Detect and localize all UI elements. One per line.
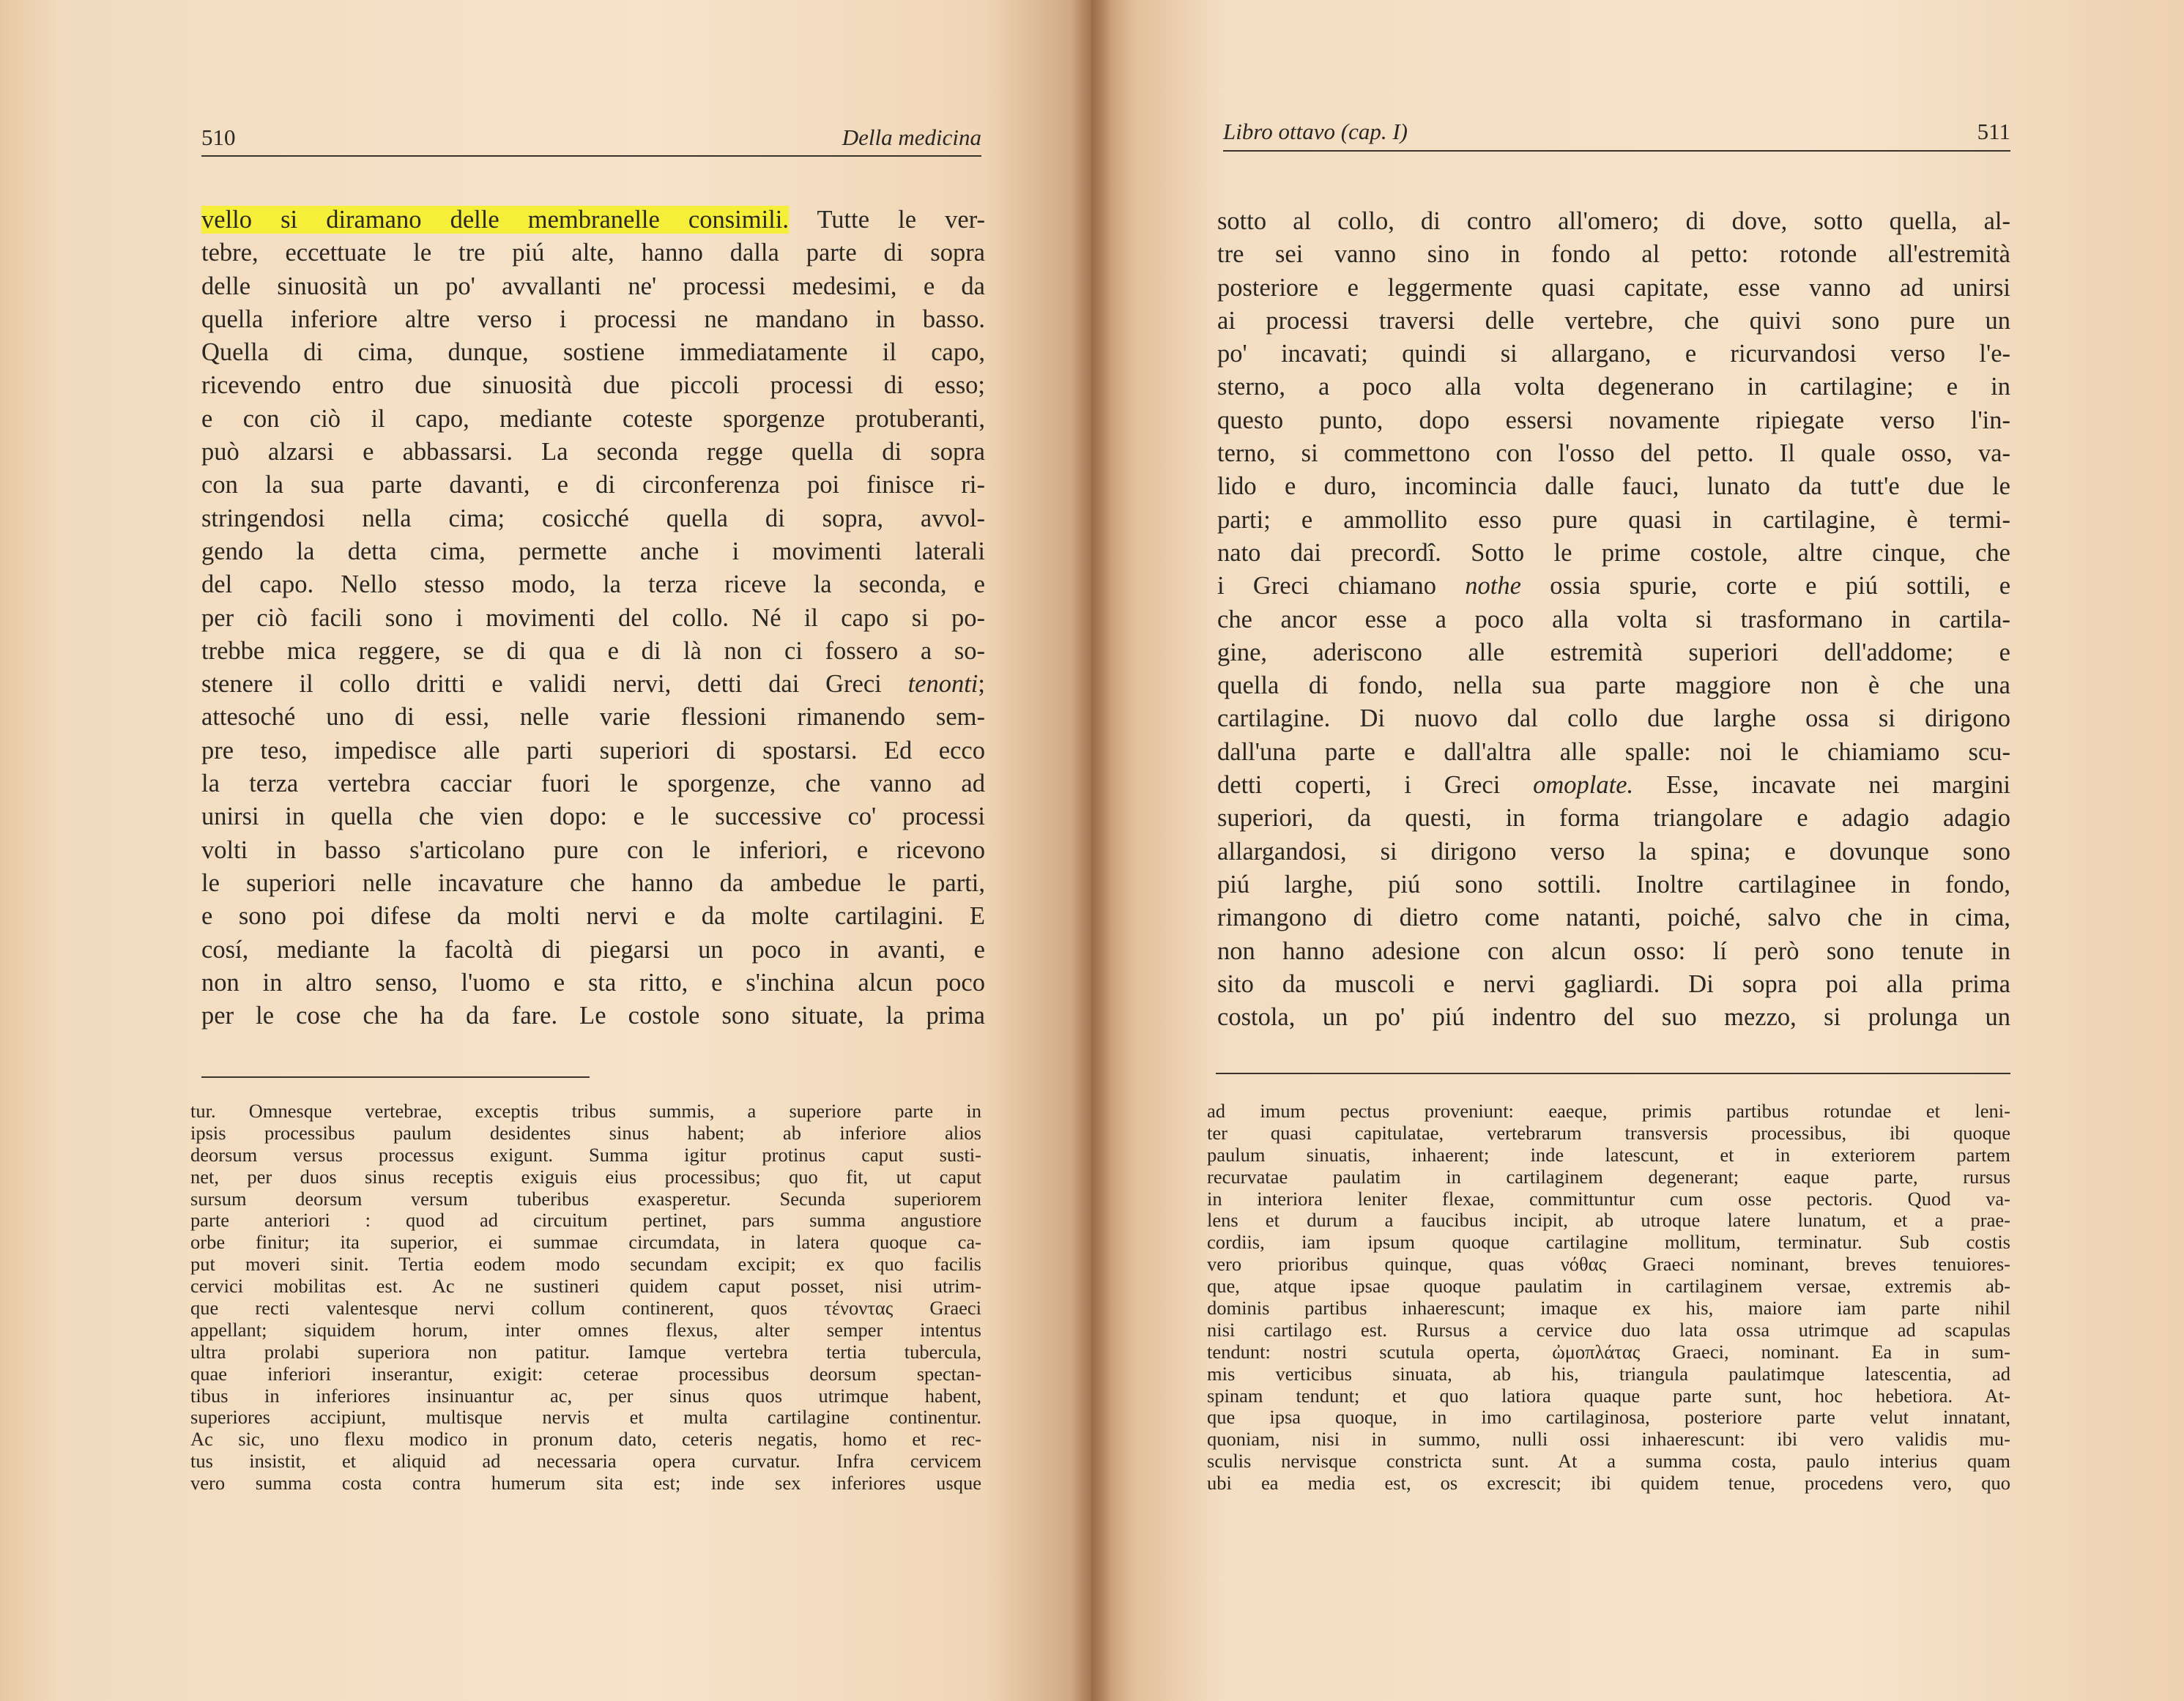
text-line: ultra prolabi superiora non patitur. Iamque vertebra tertia tubercula, [190,1340,981,1363]
text-line: tus insistit, et aliquid ad necessaria opera curvatur. Infra cervicem [190,1450,981,1473]
text-line: per le cose che ha da fare. Le costole sono situate, la prima [201,1002,985,1030]
text-line: ter quasi capitulatae, vertebrarum transversis processibus, ibi quoque [1207,1121,2010,1144]
text-line: unirsi in quella che vien dopo: e le successive co' processi [201,803,985,831]
text-line: e sono poi difese da molti nervi e da molte cartilagini. E [201,902,985,931]
running-head: Libro ottavo (cap. I) [1223,119,1408,144]
greek-term: tenonti [907,670,978,699]
text-line: dall'una parte e dall'altra alle spalle: noi le chiamiamo scu- [1217,737,2010,766]
text-line: dominis partibus inhaerescunt; imaque ex his, maiore iam parte nihil [1207,1297,2010,1320]
text-line: terno, si commettono con l'osso del petto. Il quale osso, va- [1217,439,2010,468]
text-line: cervici mobilitas est. Ac ne sustineri quidem caput posset, nisi utrim- [190,1275,981,1298]
text-line: tibus in inferiores insinuantur ac, per sinus quos utrimque habent, [190,1384,981,1407]
latin-footnote [190,1101,981,1495]
page-number: 510 [201,124,236,150]
text-line: tebre, eccettuate le tre piú alte, hanno dalla parte di sopra [201,239,985,267]
text-line: appellant; siquidem horum, inter omnes flexus, alter semper intentus [190,1318,981,1341]
text-line: deorsum versus processus exigunt. Summa igitur protinus caput susti- [190,1143,981,1166]
greek-term: nothe [1465,572,1521,600]
text-line: costola, un po' piú indentro del suo mezzo, si prolunga un [1217,1003,2010,1032]
left-page-header [201,124,981,154]
text-line: ad imum pectus proveniunt: eaeque, primis partibus rotundae et leni- [1207,1100,2010,1122]
text-line: paulum sinuatis, inhaerent; inde latescunt, et in exteriorem partem [1207,1143,2010,1166]
text-line: delle sinuosità un po' avvallanti ne' processi medesimi, e da [201,272,985,300]
text-line: per ciò facili sono i movimenti del collo. Né il capo si po- [201,603,985,632]
footnote-rule [1216,1073,2010,1074]
text-line: trebbe mica reggere, se di qua e di là non ci fossero a so- [201,636,985,665]
text-line: parti; e ammollito esso pure quasi in cartilagine, è termi- [1217,505,2010,534]
footnote-rule [201,1076,590,1078]
text-line: i Greci chiamano nothe ossia spurie, corte e piú sottili, e [1217,572,2011,600]
text-line: piú larghe, piú sono sottili. Inoltre cartilaginee in fondo, [1217,870,2010,898]
text-line: cosí, mediante la facoltà di piegarsi un poco in avanti, e [201,935,985,964]
text-line: superiori, da questi, in forma triangolare e adagio adagio [1217,804,2010,833]
text-line: sculis nervisque constricta sunt. At a summa costa, paulo interius quam [1207,1450,2010,1473]
text-line: vero prioribus quinque, quas νόθας Graeci nominant, breves tenuiores- [1207,1253,2010,1276]
text-line: recurvatae paulatim in cartilaginem degenerant; eaque parte, rursus [1207,1165,2010,1188]
text-line: ipsis processibus paulum desidentes sinus habent; ab inferiore alios [190,1121,981,1144]
text-line: que, atque ipsae quoque paulatim in cartilaginem versae, extremis ab- [1207,1275,2010,1298]
text-line: ricevendo entro due sinuosità due piccoli processi di esso; [201,371,985,400]
text-line: stringendosi nella cima; cosicché quella di sopra, avvol- [201,504,985,532]
text-line: lens et durum a faucibus incipit, ab utroque latere lunatum, et a prae- [1207,1209,2010,1232]
text-line: ai processi traversi delle vertebre, che quivi sono pure un [1217,306,2010,335]
text-line: superiores accipiunt, multisque nervis et multa cartilagine continentur. [190,1406,981,1429]
page-number: 511 [1977,119,2010,144]
text-line: gine, aderiscono alle estremità superiori dell'addome; e [1217,638,2010,666]
text-line: lido e duro, incomincia dalle fauci, lunato da tutt'e due le [1217,472,2010,501]
text-line: ubi ea media est, os excrescit; ibi quidem tenue, procedens vero, quo [1207,1472,2010,1495]
text-line: cordiis, iam ipsum quoque cartilagine mollitum, terminatur. Sub costis [1207,1231,2010,1254]
text-line: orbe finitur; ita superior, ei summae circumdata, in latera quoque ca- [190,1231,981,1254]
text-line: quae inferiori inserantur, exigit: ceterae processibus deorsum spectan- [190,1362,981,1385]
header-rule [201,155,981,157]
text-line: po' incavati; quindi si allargano, e ricurvandosi verso l'e- [1217,340,2010,368]
text-line: parte anteriori : quod ad circuitum pertinet, pars summa angustiore [190,1209,981,1232]
right-page [1091,0,2184,1701]
text-line: allargandosi, si dirigono verso la spina; e dovunque sono [1217,837,2010,866]
text-line: del capo. Nello stesso modo, la terza riceve la seconda, e [201,570,985,599]
text-line: la terza vertebra cacciar fuori le sporgenze, che vanno ad [201,770,985,798]
text-line: nisi cartilago est. Rursus a cervice duo lata ossa utrimque ad scapulas [1207,1318,2010,1341]
text-line: detti coperti, i Greci omoplate. Esse, incavate nei margini [1217,771,2010,800]
text-line: que ipsa quoque, in imo cartilaginosa, posteriore parte velut innatant, [1207,1406,2010,1429]
text-line: tre sei vanno sino in fondo al petto: rotonde all'estremità [1217,240,2010,269]
text-line: non hanno adesione con alcun osso: lí però sono tenute in [1217,937,2010,965]
text-line: sito da muscoli e nervi gagliardi. Di sopra poi alla prima [1217,969,2010,998]
header-rule [1223,150,2010,152]
text-line: sursum deorsum versum tuberibus exasperetur. Secunda superiorem [190,1187,981,1210]
text-line: pre teso, impedisce alle parti superiori di spostarsi. Ed ecco [201,736,985,764]
text-line: in interiora leniter flexae, committuntur cum osse pectoris. Quod va- [1207,1187,2010,1210]
text-line: sterno, a poco alla volta degenerano in cartilagine; e in [1217,373,2010,401]
right-page-header [1223,119,2010,148]
highlighted-text: vello si diramano delle membranelle consimili. [201,206,789,234]
book-gutter [1071,0,1112,1701]
text-line: vero summa costa contra humerum sita est; inde sex inferiores usque [190,1472,981,1495]
text-line: quoniam, nisi in summo, nulli ossi inhaerescunt: ibi vero validis mu- [1207,1428,2010,1451]
latin-footnote [1207,1101,2010,1495]
text-line: mis verticibus sinuata, ab his, triangula paulatimque latescentia, ad [1207,1362,2010,1385]
text-line: gendo la detta cima, permette anche i movimenti laterali [201,537,985,565]
text-line: rimangono di dietro come natanti, poiché, salvo che in cima, [1217,904,2010,932]
main-text [1217,205,2010,1034]
text-line: posteriore e leggermente quasi capitate, esse vanno ad unirsi [1217,273,2010,302]
text-line: tur. Omnesque vertebrae, exceptis tribus summis, a superiore parte in [190,1100,981,1122]
text-line: Quella di cima, dunque, sostiene immediatamente il capo, [201,338,985,367]
text-line: quella di fondo, nella sua parte maggiore non è che una [1217,671,2010,700]
main-text [201,204,985,1032]
text-line: volti in basso s'articolano pure con le inferiori, e ricevono [201,835,985,864]
text-line: non in altro senso, l'uomo e sta ritto, e s'inchina alcun poco [201,968,985,997]
greek-term: omoplate. [1533,771,1634,800]
text-line: e con ciò il capo, mediante coteste sporgenze protuberanti, [201,404,985,433]
text-line: net, per duos sinus receptis exiguis eius processibus; quo fit, ut caput [190,1165,981,1188]
text-line: le superiori nelle incavature che hanno da ambedue le parti, [201,868,985,897]
text-line: spinam tendunt; et quo latiora quaque parte sunt, hoc hebetiora. At- [1207,1384,2010,1407]
text-line: sotto al collo, di contro all'omero; di dove, sotto quella, al- [1217,207,2010,235]
running-head: Della medicina [842,124,981,150]
text-line: può alzarsi e abbassarsi. La seconda regge quella di sopra [201,438,985,466]
text-line: vello si diramano delle membranelle consimili. Tutte le ver- [201,206,985,234]
text-line: che ancor esse a poco alla volta si trasformano in cartila- [1217,605,2010,633]
text-line: cartilagine. Di nuovo dal collo due larghe ossa si dirigono [1217,704,2010,733]
text-line: questo punto, dopo essersi novamente ripiegate verso l'in- [1217,406,2010,434]
text-line: nato dai precordî. Sotto le prime costole, altre cinque, che [1217,538,2010,567]
left-page [0,0,1091,1701]
text-line: quella inferiore altre verso i processi ne mandano in basso. [201,305,985,333]
text-line: attesoché uno di essi, nelle varie flessioni rimanendo sem- [201,703,985,732]
text-line: con la sua parte davanti, e di circonferenza poi finisce ri- [201,471,985,499]
text-line: tendunt: nostri scutula operta, ὠμοπλάτας Graeci, nominant. Ea in sum- [1207,1340,2010,1363]
text-line: que recti valentesque nervi collum continerent, quos τένοντας Graeci [190,1297,981,1320]
text-line: stenere il collo dritti e validi nervi, detti dai Greci tenonti; [201,670,985,699]
text-line: put moveri sinit. Tertia eodem modo secundam excipit; ex quo facilis [190,1253,981,1276]
text-line: Ac sic, uno flexu modico in pronum dato, ceteris negatis, homo et rec- [190,1428,981,1451]
